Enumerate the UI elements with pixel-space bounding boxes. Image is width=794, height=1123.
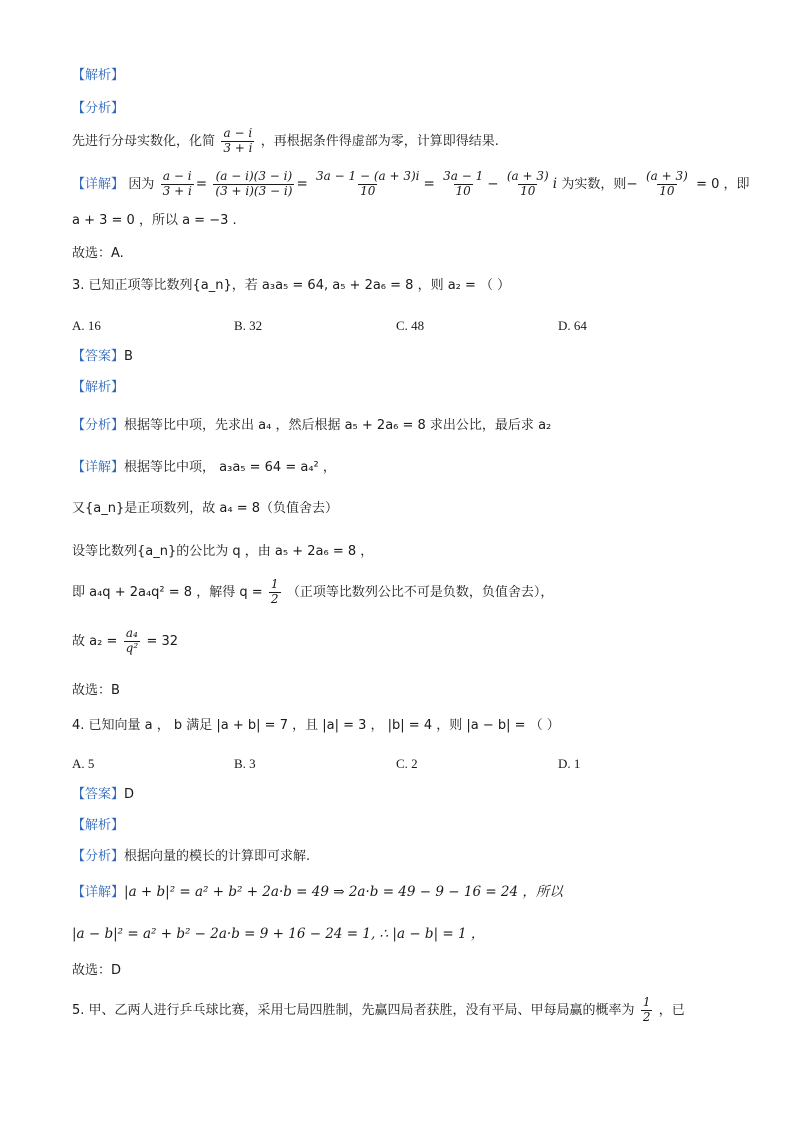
q3-ratio-fraction [269, 578, 281, 607]
q3-detail-line-4 [72, 578, 734, 607]
q3-choice-c: C. 48 [396, 318, 425, 333]
q2-detail-frac-5 [505, 170, 551, 199]
q2-analysis-frac-den: 3 + i [223, 140, 253, 155]
prob-num: 1 [642, 995, 651, 1009]
frac5-den: 10 [520, 183, 536, 198]
ratio-num: 1 [270, 577, 279, 591]
q3-choice-d: D. 64 [558, 318, 587, 333]
q2-detail-frac-3 [314, 170, 421, 199]
q2-detail-frac-6 [644, 170, 690, 199]
q2-analysis-text-pre: 先进行分母实数化，化简 [72, 133, 216, 149]
q3-detail-line-1 [72, 459, 734, 476]
q3-answer-value: B [124, 349, 133, 364]
q3-detail-line-3: 设等比数列{a_n}的公比为 q ，由 a₅ + 2a₆ = 8 ， [72, 544, 374, 559]
a2-num: a₄ [125, 626, 138, 640]
q3-detail-line-5 [72, 627, 734, 656]
q3-detail-5-post: = 32 [146, 633, 179, 649]
ratio-den: 2 [270, 591, 279, 606]
q2-analysis-text-post: ，再根据条件得虚部为零，计算即得结果. [260, 133, 499, 149]
q4-answer-tag: 【答案】 [72, 787, 125, 802]
q2-analysis-frac-num: a − i [223, 126, 253, 140]
q4-analysis-tag: 【分析】 [72, 849, 125, 864]
q2-detail-frac-2 [213, 170, 294, 199]
q4-answer-value: D [124, 787, 135, 802]
q3-answer-choice: 故选：B [72, 683, 120, 698]
q2-analysis-fraction [221, 127, 254, 156]
q5-stem-post: ，已 [658, 1002, 685, 1018]
q3-detail-4-pre: 即 a₄q + 2a₄q² = 8 ，解得 q = [72, 584, 263, 600]
frac6-num: (a + 3) [645, 169, 688, 183]
q2-detail-tag: 【详解】 [72, 176, 125, 192]
q2-detail-line-1: 【详解】 因为 $\frac{a - i}{3 + i}$ = $\frac{(a - i)(3 - i)}{(3 + i)(3 - i)}$ = $\frac{3a - 1 - (a + 3)i}{10}$ = $\frac{3a - 1}{10}$ − $\frac{(a + 3)}{10}$ i 为实数，则− $\frac{(a + 3)}{10}$ = 0 ，即 [72, 169, 750, 198]
q2-detail-frac-1 [161, 170, 194, 199]
q3-analysis-text: 根据等比中项，先求出 a₄ ，然后根据 a₅ + 2a₆ = 8 求出公比，最后求 a₂ [124, 418, 552, 433]
q2-answer-choice: 故选：A. [72, 246, 124, 261]
q3-jiexi-tag: 【解析】 [72, 380, 125, 395]
frac6-den: 10 [659, 183, 675, 198]
q3-question-stem: 3. 已知正项等比数列{a_n}，若 a₃a₅ = 64, a₅ + 2a₆ = 8 ，则 a₂ = （ ） [72, 278, 511, 293]
section-tag-jiexi: 【解析】 [72, 68, 125, 83]
frac1-num: a − i [162, 169, 192, 183]
frac2-num: (a − i)(3 − i) [215, 169, 293, 183]
q2-detail-line-2: a + 3 = 0 ，所以 a = −3 . [72, 213, 237, 228]
q2-analysis-line [72, 127, 734, 156]
frac4-num: 3a − 1 [443, 169, 484, 183]
q4-choice-d: D. 1 [558, 756, 581, 771]
q3-detail-5-pre: 故 a₂ = [72, 633, 118, 649]
q4-analysis-text: 根据向量的模长的计算即可求解. [124, 849, 311, 864]
q2-detail-pre: 因为 [128, 176, 155, 192]
frac5-num: (a + 3) [506, 169, 549, 183]
q4-detail-tag: 【详解】 [72, 885, 125, 900]
q4-answer-choice: 故选：D [72, 963, 122, 978]
q3-choice-b: B. 32 [234, 318, 263, 333]
q3-choice-a: A. 16 [72, 318, 101, 333]
section-tag-fenxi: 【分析】 [72, 101, 125, 116]
q4-choices [72, 756, 732, 772]
q2-detail-end: = 0 ，即 [696, 176, 750, 192]
q4-analysis-line [72, 848, 734, 865]
q4-choice-c: C. 2 [396, 756, 418, 771]
q5-probability-fraction [641, 996, 653, 1025]
prob-den: 2 [642, 1009, 651, 1024]
a2-den: q² [125, 640, 139, 655]
frac2-den: (3 + i)(3 − i) [215, 183, 293, 198]
frac1-den: 3 + i [162, 183, 192, 198]
q2-detail-mid: 为实数，则 [561, 176, 627, 192]
q2-detail-frac-4 [441, 170, 485, 199]
q3-detail-4-post: （正项等比数列公比不可是负数，负值舍去）， [286, 584, 554, 600]
q4-detail-line-2: |a − b|² = a² + b² − 2a·b = 9 + 16 − 24 = 1, ∴ |a − b| = 1 ， [72, 926, 485, 942]
q4-detail-line-1 [72, 884, 734, 901]
frac3-den: 10 [360, 183, 376, 198]
q3-detail-line-2: 又{a_n}是正项数列，故 a₄ = 8（负值舍去） [72, 501, 338, 516]
q4-answer-line [72, 786, 734, 803]
q4-choice-a: A. 5 [72, 756, 95, 771]
q5-stem-pre: 5. 甲、乙两人进行乒乓球比赛，采用七局四胜制，先赢四局者获胜，没有平局、甲每局赢的概率为 [72, 1002, 635, 1018]
q3-detail-tag: 【详解】 [72, 460, 125, 475]
q4-jiexi-tag: 【解析】 [72, 818, 125, 833]
q4-detail-text-1: |a + b|² = a² + b² + 2a·b = 49 ⇒ 2a·b = 49 − 9 − 16 = 24 ，所以 [124, 884, 563, 900]
q3-answer-tag: 【答案】 [72, 349, 125, 364]
q4-choice-b: B. 3 [234, 756, 256, 771]
q3-a2-fraction [124, 627, 141, 656]
q3-choices [72, 318, 732, 334]
frac3-num: 3a − 1 − (a + 3)i [316, 169, 420, 183]
q3-answer-line [72, 348, 734, 365]
q3-analysis-line [72, 417, 734, 434]
q3-analysis-tag: 【分析】 [72, 418, 125, 433]
frac4-den: 10 [455, 183, 471, 198]
q5-question-stem [72, 996, 734, 1025]
q4-question-stem: 4. 已知向量 a ， b 满足 |a + b| = 7 ，且 |a| = 3 ， |b| = 4 ，则 |a − b| = （ ） [72, 718, 560, 733]
q3-detail-text-1: 根据等比中项， a₃a₅ = 64 = a₄² ， [124, 460, 336, 475]
